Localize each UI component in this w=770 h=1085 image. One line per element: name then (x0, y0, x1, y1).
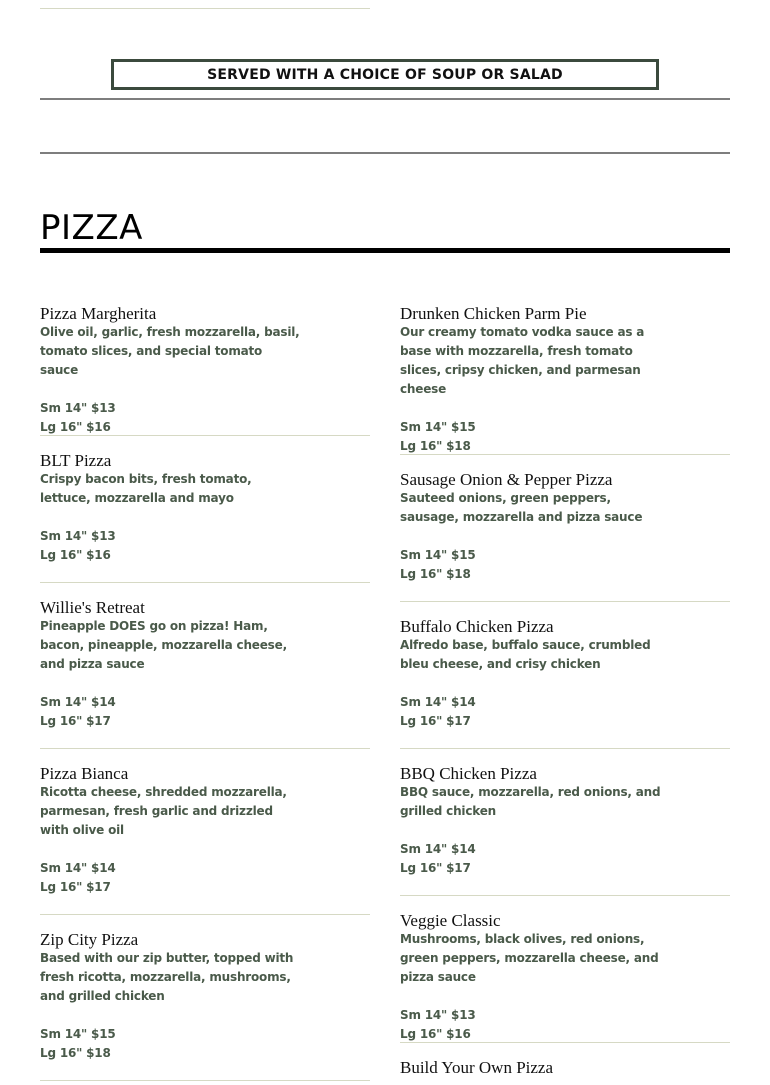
menu-item-description: Alfredo base, buffalo sauce, crumbled bleu cheese, and crisy chicken (400, 638, 651, 671)
menu-item-name: BLT Pizza (40, 451, 112, 470)
menu-item-price-large: Lg 16" $17 (40, 714, 111, 728)
sides-banner-text: SERVED WITH A CHOICE OF SOUP OR SALAD (207, 66, 563, 83)
menu-item (400, 304, 730, 456)
menu-item-name: Veggie Classic (400, 911, 501, 930)
menu-item-price-small: Sm 14" $13 (40, 529, 116, 543)
menu-item-name: BBQ Chicken Pizza (400, 764, 537, 783)
menu-item (400, 470, 730, 584)
menu-item-price-large: Lg 16" $18 (400, 439, 471, 453)
menu-item-description: BBQ sauce, mozzarella, red onions, and grilled chicken (400, 785, 661, 818)
menu-item (400, 617, 730, 731)
item-divider (40, 435, 370, 436)
menu-item (400, 764, 730, 878)
item-divider (400, 748, 730, 749)
menu-item (400, 1058, 730, 1077)
menu-item-price-large: Lg 16" $17 (400, 861, 471, 875)
menu-item-description: Crispy bacon bits, fresh tomato, lettuce, mozzarella and mayo (40, 472, 252, 505)
item-divider (40, 748, 370, 749)
item-divider (40, 582, 370, 583)
menu-item-price-large: Lg 16" $17 (400, 714, 471, 728)
menu-item-name: Willie's Retreat (40, 598, 145, 617)
menu-item-price-large: Lg 16" $17 (40, 880, 111, 894)
menu-item-description: Mushrooms, black olives, red onions, green peppers, mozzarella cheese, and pizza sauce (400, 932, 659, 984)
item-divider (400, 895, 730, 896)
section-divider-top (40, 98, 730, 100)
menu-item-name: Zip City Pizza (40, 930, 139, 949)
menu-item-name: Pizza Margherita (40, 304, 157, 323)
menu-item-price-large: Lg 16" $18 (400, 567, 471, 581)
menu-item-name: Pizza Bianca (40, 764, 129, 783)
menu-item-description: Based with our zip butter, topped with fresh ricotta, mozzarella, mushrooms, and grilled chicken (40, 951, 294, 1003)
top-divider (40, 8, 370, 9)
menu-item (400, 911, 730, 1044)
section-title-rule (40, 248, 730, 253)
menu-item (40, 451, 370, 565)
menu-item (40, 304, 370, 437)
menu-item-description: Sauteed onions, green peppers, sausage, mozzarella and pizza sauce (400, 491, 643, 524)
menu-item-price-small: Sm 14" $14 (40, 695, 116, 709)
menu-item-price-small: Sm 14" $13 (40, 401, 116, 415)
item-divider (400, 454, 730, 455)
menu-item-description: Our creamy tomato vodka sauce as a base with mozzarella, fresh tomato slices, cripsy chicken, and parmesan cheese (400, 325, 645, 396)
item-divider (400, 601, 730, 602)
menu-item-price-small: Sm 14" $14 (400, 695, 476, 709)
menu-item-price-small: Sm 14" $15 (400, 420, 476, 434)
menu-item (40, 930, 370, 1063)
item-divider (40, 1080, 370, 1081)
menu-item-price-large: Lg 16" $18 (40, 1046, 111, 1060)
sides-banner (111, 59, 659, 90)
menu-item (40, 764, 370, 897)
menu-item-price-large: Lg 16" $16 (40, 420, 111, 434)
item-divider (400, 1042, 730, 1043)
menu-item-description: Olive oil, garlic, fresh mozzarella, basil, tomato slices, and special tomato sauce (40, 325, 300, 377)
menu-item-price-small: Sm 14" $13 (400, 1008, 476, 1022)
menu-item-price-small: Sm 14" $15 (400, 548, 476, 562)
section-divider-bottom (40, 152, 730, 154)
menu-item-price-small: Sm 14" $15 (40, 1027, 116, 1041)
menu-item-price-large: Lg 16" $16 (40, 548, 111, 562)
menu-item-name: Sausage Onion & Pepper Pizza (400, 470, 613, 489)
menu-item-description: Ricotta cheese, shredded mozzarella, parmesan, fresh garlic and drizzled with olive oil (40, 785, 287, 837)
section-title: PIZZA (40, 208, 143, 248)
menu-item-name: Drunken Chicken Parm Pie (400, 304, 587, 323)
menu-item-description: Pineapple DOES go on pizza! Ham, bacon, pineapple, mozzarella cheese, and pizza sauce (40, 619, 287, 671)
menu-item (40, 598, 370, 731)
menu-item-name: Build Your Own Pizza (400, 1058, 554, 1077)
menu-item-name: Buffalo Chicken Pizza (400, 617, 554, 636)
menu-item-price-large: Lg 16" $16 (400, 1027, 471, 1041)
menu-item-price-small: Sm 14" $14 (40, 861, 116, 875)
item-divider (40, 914, 370, 915)
menu-item-price-small: Sm 14" $14 (400, 842, 476, 856)
